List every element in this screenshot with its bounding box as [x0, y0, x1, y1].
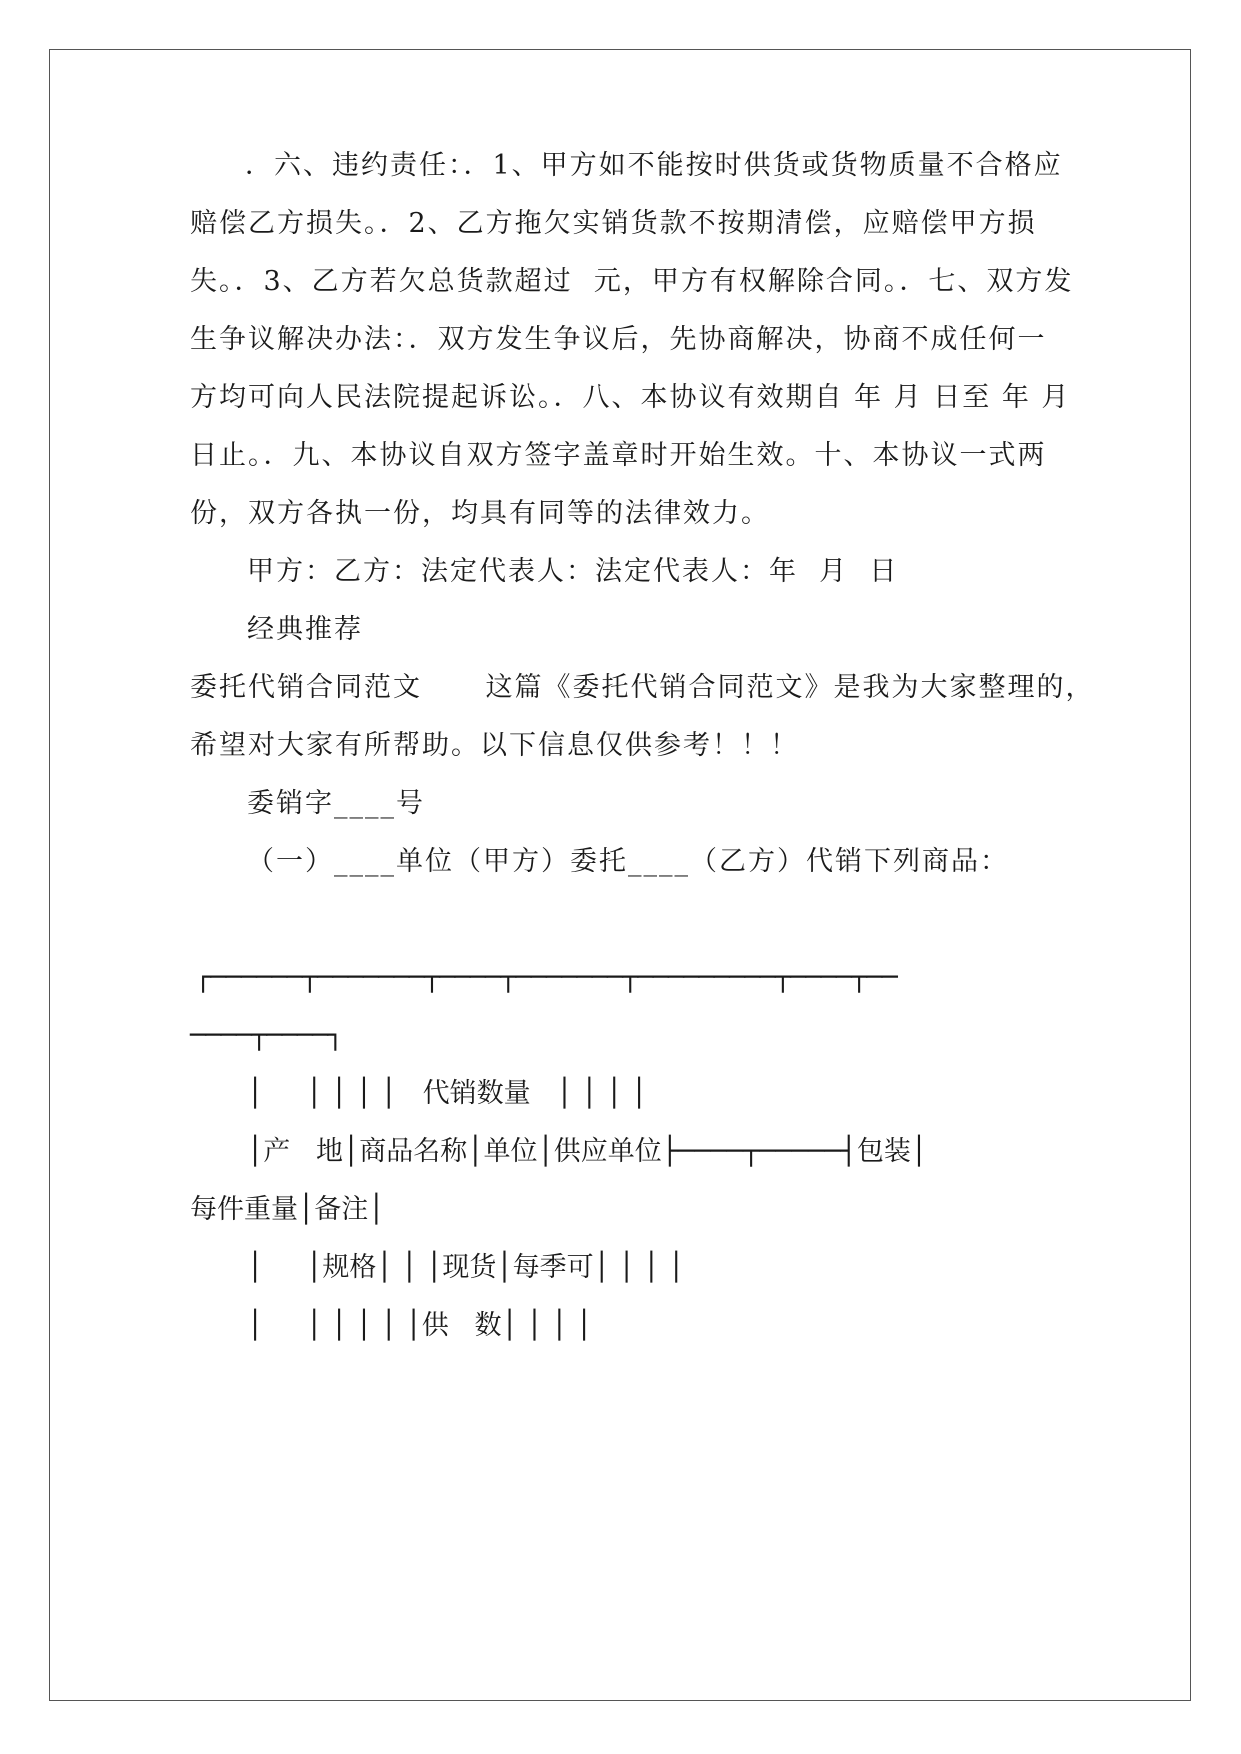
contract-number-line: 委销字____号	[247, 788, 425, 819]
text-line: 委托代销合同范文 这篇《委托代销合同范文》是我为大家整理的，	[190, 672, 1095, 703]
table-border-line: ────┬────┐	[190, 1020, 343, 1051]
text-line: 生争议解决办法：．双方发生争议后，先协商解决，协商不成任何一	[190, 324, 1047, 355]
table-row: │ │ │ │ │ 代销数量 │ │ │ │	[247, 1078, 648, 1109]
text-line: 份，双方各执一份，均具有同等的法律效力。	[190, 498, 770, 529]
signature-line: 甲方：乙方：法定代表人：法定代表人：年 月 日	[247, 556, 899, 587]
table-row: 每件重量│备注│	[190, 1194, 385, 1225]
section-heading: 经典推荐	[247, 614, 363, 645]
table-border-line: ┌──────┬───────┬────┬───────┬─────────┬────┬──	[195, 962, 897, 993]
text-line: 方均可向人民法院提起诉讼。．八、本协议有效期自 年 月 日至 年 月	[190, 382, 1071, 413]
table-row: │产 地│商品名称│单位│供应单位├────┬─────┤包装│	[247, 1136, 928, 1167]
text-line: 日止。．九、本协议自双方签字盖章时开始生效。十、本协议一式两	[190, 440, 1047, 471]
text-line: 赔偿乙方损失。．2、乙方拖欠实销货款不按期清偿，应赔偿甲方损	[190, 208, 1037, 239]
text-line: 失。．3、乙方若欠总货款超过 元，甲方有权解除合同。．七、双方发	[190, 266, 1074, 297]
table-row: │ │ │ │ │ │供 数│ │ │ │	[247, 1310, 593, 1341]
table-row: │ │规格│ │ │现货│每季可│ │ │ │	[247, 1252, 685, 1283]
text-line: ．六、违约责任：．1、甲方如不能按时供货或货物质量不合格应	[245, 150, 1063, 181]
text-line: 希望对大家有所帮助。以下信息仅供参考！！！	[190, 730, 799, 761]
text-line: （一）____单位（甲方）委托____（乙方）代销下列商品：	[247, 846, 1009, 877]
